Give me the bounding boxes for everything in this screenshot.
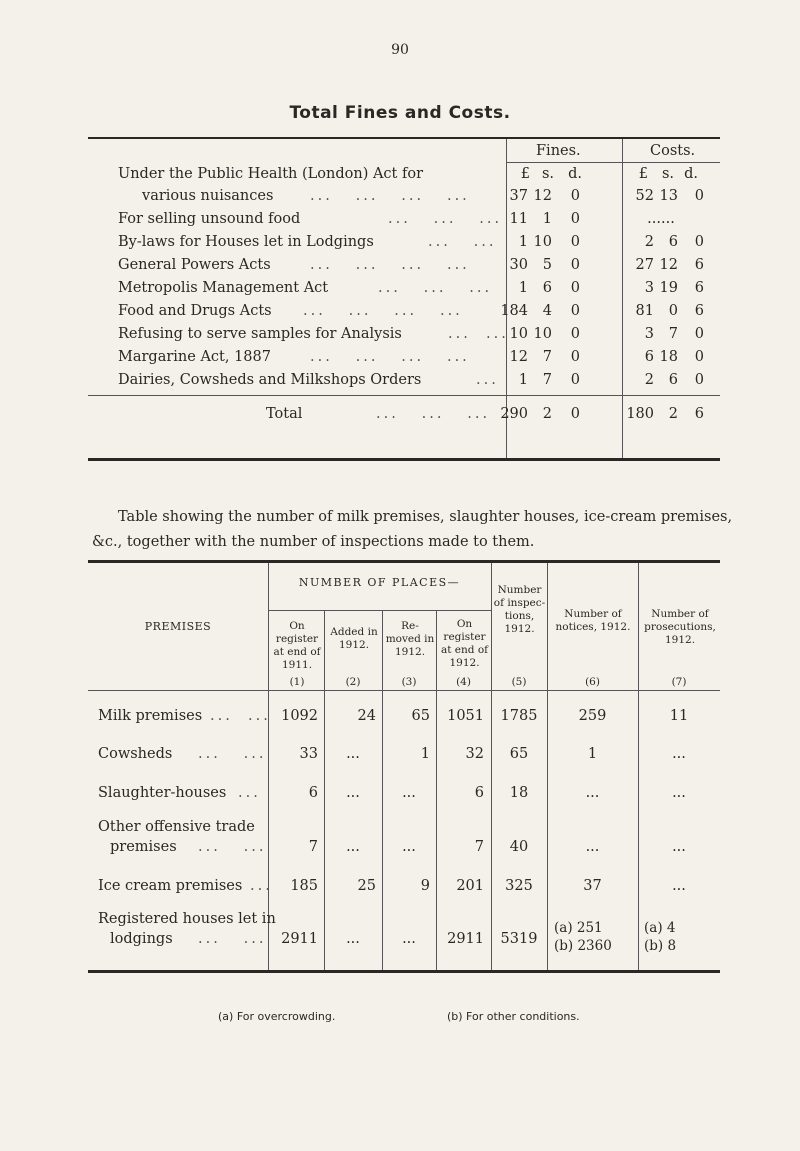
table-row: Milk premises ... ... 1092 24 65 1051 1785 259 11 [98,708,689,724]
bottom-rule [88,970,720,973]
table-row: Slaughter-houses ... 6 ... ... 6 18 ... ... [98,785,686,801]
table-row: lodgings ... ... 2911 ... ... 2911 5319 [110,931,538,947]
intro-paragraph: Table showing the number of milk premises, slaughter houses, ice-cream premises, &c., together with the number of inspections made to them. [92,509,733,550]
table-row: General Powers Acts ... ... ... ... 30 5 0 27 12 6 [118,257,704,273]
table-row: For selling unsound food ... ... ... 11 1 0 ...... [118,211,675,227]
fines-header: Fines. [536,143,581,159]
table-row: Food and Drugs Acts ... ... ... ... 184 4 0 81 0 6 [118,303,704,319]
total-row: Total ... ... ... 290 2 0 180 2 6 [266,406,704,422]
table-row: various nuisances ... ... ... ... 37 12 0 52 13 0 [142,188,704,204]
table-row: Registered houses let in [98,911,276,927]
prosecutions-a: (a) 4 [644,920,676,936]
prosecutions-b: (b) 8 [644,938,677,954]
notices-a: (a) 251 [554,920,603,936]
table-row: premises ... ... 7 ... ... 7 40 ... ... [110,839,686,855]
number-of-places-header: NUMBER OF PLACES— [298,576,461,589]
table-row: Metropolis Management Act ... ... ... 1 6 0 3 19 6 [118,280,704,296]
top-rule [88,137,720,139]
page-title: Total Fines and Costs. [289,103,511,123]
table-row: By-laws for Houses let in Lodgings ... ... 1 10 0 2 6 0 [118,234,704,250]
notices-b: (b) 2360 [554,938,612,954]
table-row: Margarine Act, 1887 ... ... ... ... 12 7 0 6 18 0 [118,349,704,365]
bottom-rule [88,458,720,461]
footnote-a: (a) For overcrowding. [218,1010,336,1023]
costs-header: Costs. [650,143,696,159]
table-row: Cowsheds ... ... 33 ... 1 32 65 1 ... [98,746,686,762]
page-number: 90 [391,42,409,58]
table-row: Under the Public Health (London) Act for £ s. d. £ s. d. [88,163,720,185]
top-rule [88,560,720,563]
table-row: Refusing to serve samples for Analysis ... ... 10 10 0 3 7 0 [118,326,704,342]
total-rule [88,395,720,396]
table-row: Other offensive trade [98,819,255,835]
premises-table: PREMISES NUMBER OF PLACES— On register at end of 1911. Added in 1912. Re-moved in 1912. On register at end of 1912. Number of inspec-tions, 1912. Number of notices, 1912. Number of prosecutions, 1912. (1) (2) (3) (4) (5) (6) (7) Milk premises ... ... 1092 24 65 1051 1785 259 11 Cowsheds ... ... 33 ... 1 32 65 1 ... Slaughter-houses ... 6 ... ... 6 18 ... ... Other offensive trade premises ... ... 7 ... ... 7 40 ... ... Ice cream premises ... 185 25 9 201 325 37 ... Registered houses let in lodgings ... ... 2911 ... ... 2911 5319 (a) 251 (b) 2360 (a) 4 (b) 8 [88,560,720,975]
footnote-b: (b) For other conditions. [447,1010,580,1023]
premises-header: PREMISES [144,620,212,633]
table-row: Dairies, Cowsheds and Milkshops Orders ... 1 7 0 2 6 0 [118,372,704,388]
row-label: Under the Public Health (London) Act for [118,166,424,182]
table-row: Ice cream premises ... 185 25 9 201 325 37 ... [98,878,686,894]
